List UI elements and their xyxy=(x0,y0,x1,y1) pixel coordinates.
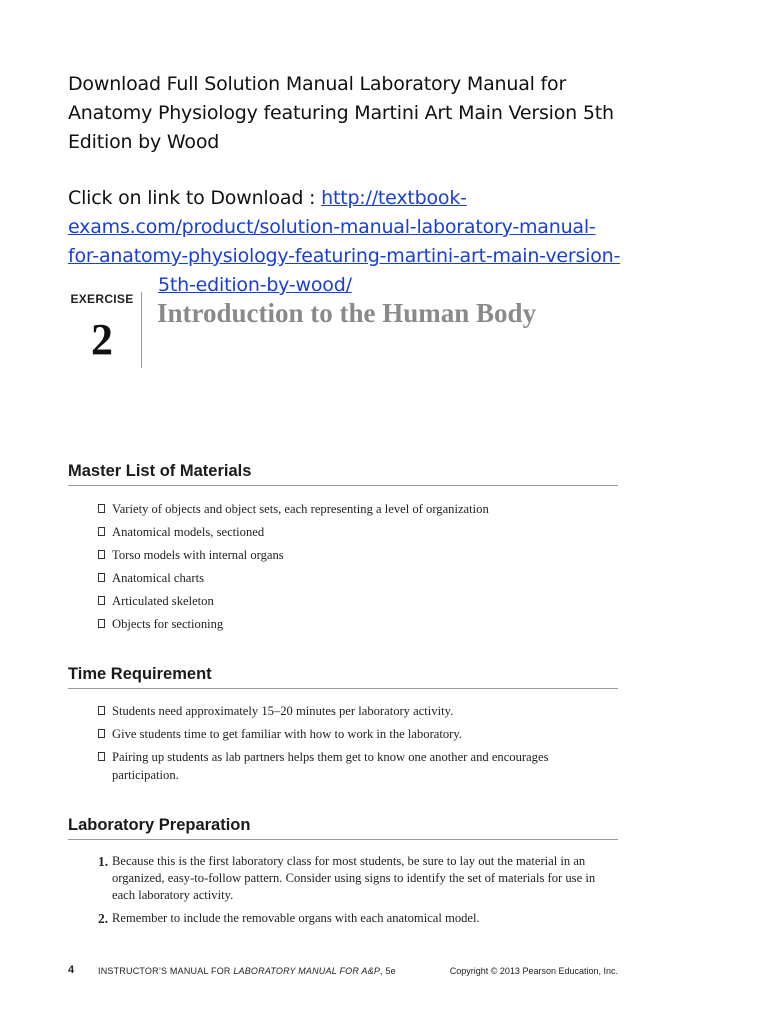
exercise-label: EXERCISE xyxy=(70,292,134,306)
list-item: Articulated skeleton xyxy=(98,592,618,610)
list-item: Pairing up students as lab partners helps them get to know one another and encourages participation. xyxy=(98,748,618,784)
list-item: Variety of objects and object sets, each representing a level of organization xyxy=(98,500,618,518)
list-item: 1. Because this is the first laboratory class for most students, be sure to lay out the material in an organized, easy-to-follow pattern. Consider using signs to identify the set of materials for use in each laboratory activity. xyxy=(98,854,596,902)
checkbox-icon xyxy=(98,504,105,513)
checkbox-icon xyxy=(98,527,105,536)
title-line: Edition by Wood xyxy=(68,131,220,153)
prep-heading: Laboratory Preparation xyxy=(68,816,618,840)
checkbox-icon xyxy=(98,706,105,715)
list-item: Anatomical charts xyxy=(98,569,618,587)
list-item: Torso models with internal organs xyxy=(98,546,618,564)
list-item: 2. Remember to include the removable organs with each anatomical model. xyxy=(98,911,480,926)
list-item: Give students time to get familiar with how to work in the laboratory. xyxy=(98,725,618,743)
page-footer xyxy=(68,964,618,980)
download-link-part[interactable]: http://textbook- xyxy=(321,187,467,209)
page-number: 4 xyxy=(68,964,75,976)
list-item: Objects for sectioning xyxy=(98,615,618,633)
download-link-block xyxy=(68,184,658,300)
checkbox-icon xyxy=(98,550,105,559)
materials-list xyxy=(98,500,618,638)
running-head: INSTRUCTOR’S MANUAL FOR LABORATORY MANUAL FOR A&P, 5e xyxy=(98,966,396,976)
download-prefix: Click on link to Download : xyxy=(68,187,322,209)
download-link-part[interactable]: exams.com/product/solution-manual-laboratory-manual- xyxy=(68,216,596,238)
copyright: Copyright © 2013 Pearson Education, Inc. xyxy=(449,966,618,976)
title-line: Anatomy Physiology featuring Martini Art Main Version 5th xyxy=(68,102,614,124)
download-title xyxy=(68,70,648,157)
exercise-divider xyxy=(141,292,142,368)
download-link-part[interactable]: for-anatomy-physiology-featuring-martini-art-main-version- xyxy=(68,245,621,267)
prep-list xyxy=(98,853,618,933)
list-item: Students need approximately 15–20 minutes per laboratory activity. xyxy=(98,702,618,720)
chapter-title: Introduction to the Human Body xyxy=(157,298,537,328)
checkbox-icon xyxy=(98,752,105,761)
title-line: Download Full Solution Manual Laboratory Manual for xyxy=(68,73,567,95)
checkbox-icon xyxy=(98,573,105,582)
time-list xyxy=(98,702,618,789)
checkbox-icon xyxy=(98,729,105,738)
checkbox-icon xyxy=(98,619,105,628)
download-link-part[interactable]: 5th-edition-by-wood/ xyxy=(158,274,352,296)
materials-heading: Master List of Materials xyxy=(68,462,618,486)
list-item: Anatomical models, sectioned xyxy=(98,523,618,541)
checkbox-icon xyxy=(98,596,105,605)
time-heading: Time Requirement xyxy=(68,665,618,689)
exercise-number: 2 xyxy=(91,315,113,364)
